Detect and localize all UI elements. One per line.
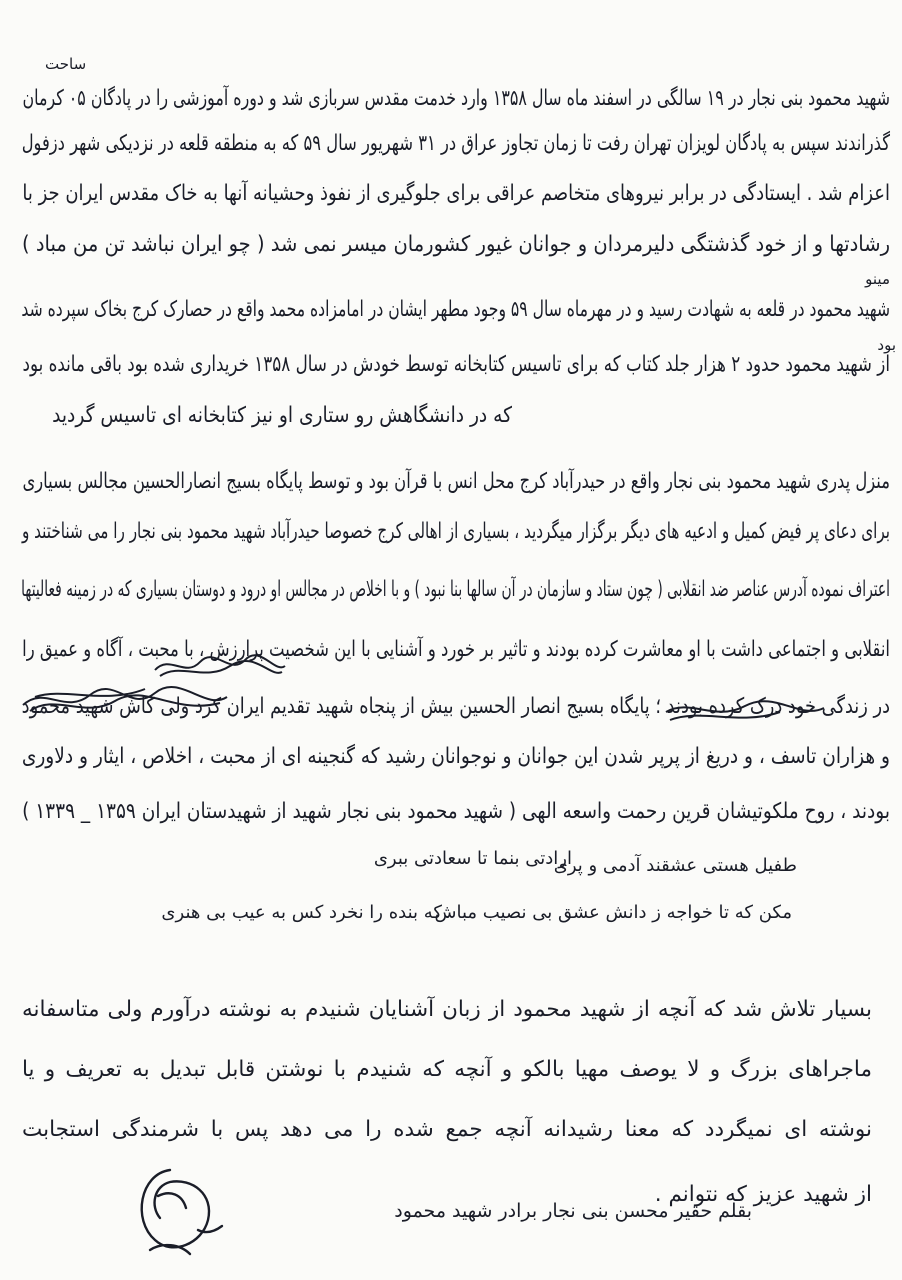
poem-hemistich-1: طفیل هستی عشقند آدمی و پری <box>553 855 797 876</box>
paragraph1-line-6: از شهید محمود حدود ۲ هزار جلد کتاب که برای تاسیس کتابخانه توسط خودش در سال ۱۳۵۸ خریداری شده بود باقی مانده بود <box>22 352 890 377</box>
paragraph1-line-1: شهید محمود بنی نجار در ۱۹ سالگی در اسفند ماه سال ۱۳۵۸ وارد خدمت مقدس سربازی شد و دوره آموزشی را در پادگان ۰۵ کرمان <box>22 86 890 111</box>
paragraph2-line-2: برای دعای پر فیض کمیل و ادعیه های دیگر برگزار میگردید ، بسیاری از اهالی کرج خصوصا حیدرآباد شهید محمود بنی نجار را می شناختند و <box>21 519 890 544</box>
paragraph2-line-6: و هزاران تاسف ، و دریغ از پرپر شدن این جوانان و نوجوانان رشید که گنجینه ای از محبت ، اخلاص ، ایثار و دلاوری <box>21 744 890 769</box>
poem-hemistich-2: ارادتی بنما تا سعادتی ببری <box>373 848 572 869</box>
margin-note-bud: بود <box>877 336 896 354</box>
margin-note-top: ساحت <box>45 55 87 73</box>
paragraph2-line-5: در زندگی خود درک کرده بودند ؛ پایگاه بسیج انصار الحسین بیش از پنجاه شهید تقدیم ایران کرد ولی کاش شهید محمود <box>21 694 890 719</box>
paragraph1-line-4: رشادتها و از خود گذشتگی دلیرمردان و جوانان غیور کشورمان میسر نمی شد ( چو ایران نباشد تن من مباد ) <box>22 232 890 257</box>
paragraph2-line-7: بودند ، روح ملکوتیشان قرین رحمت واسعه الهی ( شهید محمود بنی نجار شهید از شهیدستان ایران ۱۳۵۹ _ ۱۳۳۹ ) <box>22 799 891 824</box>
closing-line-1: بسیار تلاش شد که آنچه از شهید محمود از زبان آشنایان شنیدم به نوشته درآورم ولی متاسفانه <box>22 997 872 1022</box>
poem-hemistich-4: که بنده را نخرد کس به عیب بی هنری <box>161 902 442 923</box>
strikethrough-scribble-3 <box>660 690 830 730</box>
paragraph1-line-7: که در دانشگاهش رو ستاری او نیز کتابخانه ای تاسیس گردید <box>52 403 513 428</box>
paragraph1-line-5: شهید محمود در قلعه به شهادت رسید و در مهرماه سال ۵۹ وجود مطهر ایشان در امامزاده محمد واقع در حصارک کرج بخاک سپرده شد <box>21 297 890 322</box>
margin-note-right: مینو <box>865 270 890 288</box>
poem-hemistich-3: مکن که تا خواجه ز دانش عشق بی نصیب مباش <box>434 902 792 923</box>
paragraph2-line-1: منزل پدری شهید محمود بنی نجار واقع در حیدرآباد کرج محل انس با قرآن بود و توسط پایگاه بسیج انصارالحسین مجالس بسیاری <box>22 469 890 494</box>
strikethrough-scribble-2 <box>15 675 235 725</box>
paragraph1-line-2: گذراندند سپس به پادگان لویزان تهران رفت تا زمان تجاوز عراق در ۳۱ شهریور سال ۵۹ که به منطقه قلعه در نزدیکی شهر دزفول <box>21 131 891 156</box>
paragraph2-line-4: انقلابی و اجتماعی داشت با او معاشرت کرده بودند و تاثیر بر خورد و آشنایی با این شخصیت پرارزش ، با محبت ، آگاه و عمیق را <box>22 637 890 662</box>
closing-line-4: از شهید عزیز که نتوانم . <box>654 1182 872 1207</box>
handwritten-signature <box>110 1160 230 1260</box>
signature-line: بقلم حقیر محسن بنی نجار برادر شهید محمود <box>394 1200 752 1222</box>
closing-line-3: نوشته ای نمیگردد که معنا رشیدانه آنچه جمع شده را می دهد پس با شرمندگی استجابت <box>22 1117 872 1142</box>
paragraph2-line-3: اعتراف نموده آدرس عناصر ضد انقلابی ( چون ستاد و سازمان در آن سالها بنا نبود ) و با اخلاص در مجالس او درود و دوستان بسیاری که در زمینه فعالیتها <box>21 577 890 602</box>
closing-line-2: ماجراهای بزرگ و لا یوصف مهیا بالکو و آنچه که شنیدم با نوشتن قابل تبدیل به تعریف و یا <box>22 1057 872 1082</box>
paragraph1-line-3: اعزام شد . ایستادگی در برابر نیروهای متخاصم عراقی برای جلوگیری از نفوذ وحشیانه آنها به خاک مقدس ایران جز با <box>22 181 890 206</box>
